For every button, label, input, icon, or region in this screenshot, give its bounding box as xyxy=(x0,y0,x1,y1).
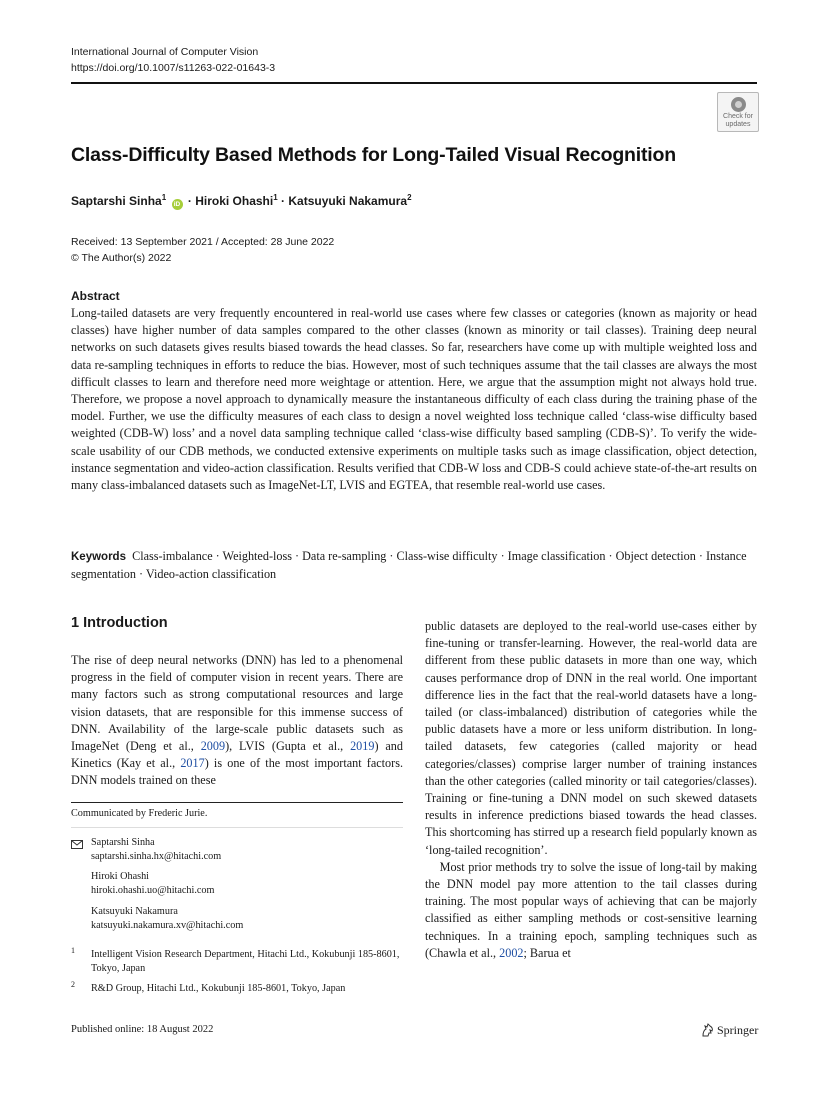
communicated-by: Communicated by Frederic Jurie. xyxy=(71,808,208,819)
footnote-rule xyxy=(71,802,403,803)
contact-author xyxy=(91,905,243,933)
affiliation-number: 2 xyxy=(71,980,75,989)
publication-dates xyxy=(71,234,334,266)
envelope-icon[interactable] xyxy=(71,840,83,849)
body-paragraph xyxy=(425,859,757,962)
publisher-name: Springer xyxy=(717,1023,759,1037)
body-text: ) is one of the most important factors. DNN models trained on these xyxy=(71,756,403,788)
affiliation-text: R&D Group, Hitachi Ltd., Kokubunji 185-8601, Tokyo, Japan xyxy=(91,983,346,994)
keywords-list: Class-imbalance · Weighted-loss · Data re-sampling · Class-wise difficulty · Image classification · Object detection · Instance segmentation · Video-action classification xyxy=(71,549,747,582)
author-list xyxy=(71,193,412,210)
author-name[interactable]: Katsuyuki Nakamura xyxy=(288,194,408,208)
body-text: ; Barua et xyxy=(523,945,571,960)
affiliation-text: Intelligent Vision Research Department, Hitachi Ltd., Kokubunji 185-8601, Tokyo, Japan xyxy=(91,949,400,974)
check-for-updates-icon[interactable] xyxy=(717,92,759,132)
journal-name: International Journal of Computer Vision xyxy=(71,46,259,58)
author-separator: · xyxy=(187,194,192,208)
orcid-icon[interactable]: iD xyxy=(172,199,183,210)
contact-author xyxy=(91,870,214,898)
copyright: © The Author(s) 2022 xyxy=(71,252,172,264)
author-separator: · xyxy=(281,194,286,208)
affiliation-mark: 1 xyxy=(161,193,167,202)
body-text: ) and Kinetics (Kay et al., xyxy=(71,739,403,771)
check-badge-text xyxy=(718,113,758,129)
abstract-heading: Abstract xyxy=(71,289,120,303)
intro-right-column xyxy=(425,618,757,962)
contact-author xyxy=(91,836,221,864)
badge-line-2: updates xyxy=(725,121,751,128)
springer-horse-icon xyxy=(701,1023,714,1037)
doi-link[interactable]: https://doi.org/10.1007/s11263-022-01643-3 xyxy=(71,62,276,74)
affiliation-mark: 2 xyxy=(407,193,412,202)
contact-name: Katsuyuki Nakamura xyxy=(91,906,178,917)
body-text: ), LVIS (Gupta et al., xyxy=(225,739,351,754)
citation-link[interactable]: 2009 xyxy=(200,739,226,754)
citation-link[interactable]: 2017 xyxy=(180,756,205,771)
received-accepted: Received: 13 September 2021 / Accepted: 28 June 2022 xyxy=(71,236,335,248)
section-heading: 1 Introduction xyxy=(71,615,168,631)
contact-email[interactable]: hiroki.ohashi.uo@hitachi.com xyxy=(91,885,215,896)
header-rule xyxy=(71,82,757,84)
body-paragraph: public datasets are deployed to the real-world use-cases either by fine-tuning or transfer-learning. However, the real-world data are different from these public datasets in more than one way, which causes performance drop of DNN in the real world. One important difference lies in the fact that the real-world datasets have a long-tailed (or class-imbalanced) distribution of categories while the public datasets have a more or less uniform distribution. In long-tailed datasets, few categories (called majority or head categories/classes) comprise larger number of training instances than the other categories (called minority or tail categories/classes). Training or fine-tuning a DNN model on such skewed datasets results in inference predictions biased towards the head classes. This shortcoming has stirred up a research field popularly known as ‘long-tailed recognition’. xyxy=(425,619,757,857)
affiliation-number: 1 xyxy=(71,946,75,955)
contact-email[interactable]: saptarshi.sinha.hx@hitachi.com xyxy=(91,851,222,862)
citation-link[interactable]: 2002 xyxy=(499,945,524,960)
publisher-logo xyxy=(701,1023,758,1038)
keywords-label: Keywords xyxy=(71,551,126,563)
body-text: The rise of deep neural networks (DNN) has led to a phenomenal progress in the field of computer vision in recent years. There are many factors such as strong computational resources and large vision datasets, that are responsible for this immense success of DNN. Availability of the large-scale public datasets such as ImageNet (Deng et al., xyxy=(71,653,403,754)
body-text: Most prior methods try to solve the issue of long-tail by making the DNN model pay more attention to the tail classes during training. The most popular ways of achieving that can be majorly classified as either sampling methods or cost-sensitive learning techniques. In a training epoch, sampling techniques such as (Chawla et al., xyxy=(425,859,757,960)
citation-link[interactable]: 2019 xyxy=(350,739,375,754)
contact-name: Saptarshi Sinha xyxy=(91,837,155,848)
abstract-text: Long-tailed datasets are very frequently encountered in real-world use cases where few classes or categories (known as majority or head classes) have higher number of data samples compared to the other classes (known as minority or tail classes). Training deep neural networks on such datasets gives results biased towards the head classes. So far, researchers have come up with multiple weighted loss and data re-sampling techniques in efforts to reduce the bias. However, most of such techniques assume that the tail classes are always the most difficult classes to learn and therefore need more weightage or attention. Here, we argue that the assumption might not always hold true. Therefore, we propose a novel approach to dynamically measure the instantaneous difficulty of each class during the training phase of the model. Further, we use the difficulty measures of each class to design a novel weighted loss technique called ‘class-wise difficulty based weighted (CDB-W) loss’ and a novel data sampling technique called ‘class-wise difficulty based sampling (CDB-S)’. To verify the wide-scale usability of our CDB methods, we conducted extensive experiments on multiple tasks such as image classification, object detection, instance segmentation and video-action classification. Results verified that CDB-W loss and CDB-S could achieve state-of-the-art results on many class-imbalanced datasets such as ImageNet-LT, LVIS and EGTEA, that resemble real-world use cases. xyxy=(71,306,757,493)
affiliation-mark: 1 xyxy=(273,193,278,202)
author-name[interactable]: Saptarshi Sinha xyxy=(71,194,162,208)
published-online: Published online: 18 August 2022 xyxy=(71,1024,214,1035)
author-name[interactable]: Hiroki Ohashi xyxy=(195,194,274,208)
paper-title: Class-Difficulty Based Methods for Long-Tailed Visual Recognition xyxy=(71,144,676,166)
contact-name: Hiroki Ohashi xyxy=(91,871,150,882)
contact-email[interactable]: katsuyuki.nakamura.xv@hitachi.com xyxy=(91,920,244,931)
check-badge-circle xyxy=(731,97,746,112)
footnote-divider xyxy=(71,827,403,828)
intro-left-column xyxy=(71,652,403,790)
keywords xyxy=(71,548,757,583)
badge-line-1: Check for xyxy=(723,113,753,120)
journal-header xyxy=(71,44,275,76)
